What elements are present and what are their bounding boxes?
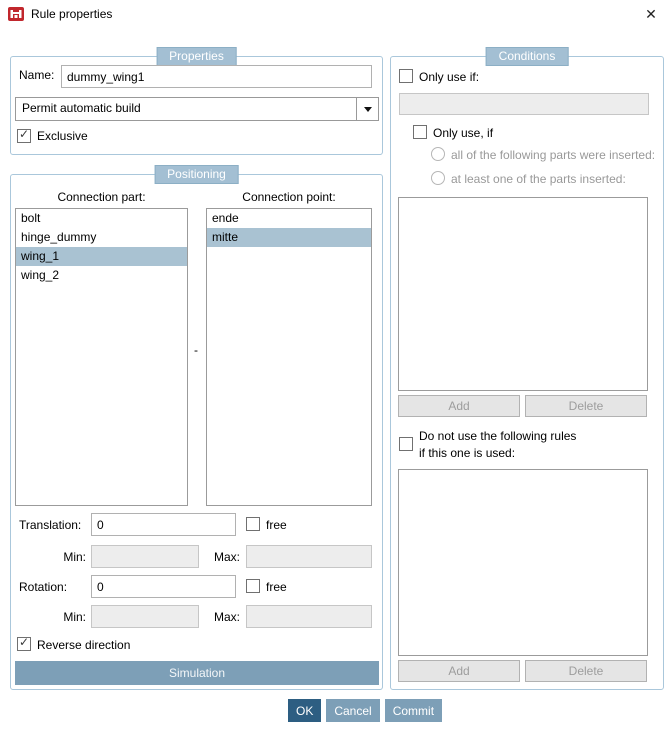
close-icon[interactable]: ✕ — [645, 5, 657, 22]
rotation-max-input — [246, 605, 372, 628]
translation-free-checkbox[interactable] — [246, 517, 260, 531]
translation-input[interactable] — [91, 513, 236, 536]
rotation-input[interactable] — [91, 575, 236, 598]
conditions-delete-button[interactable]: Delete — [525, 395, 647, 417]
any-part-radio — [431, 171, 445, 185]
conditions-add-button[interactable]: Add — [398, 395, 520, 417]
rotation-min-input — [91, 605, 199, 628]
only-use-if-checkbox[interactable] — [399, 69, 413, 83]
rotation-label: Rotation: — [19, 580, 68, 594]
do-not-use-checkbox[interactable] — [399, 437, 413, 451]
chevron-down-icon[interactable] — [356, 98, 378, 120]
any-part-radio-label: at least one of the parts inserted: — [451, 172, 626, 186]
exclusive-checkbox[interactable] — [17, 129, 31, 143]
connection-point-label: Connection point: — [242, 190, 336, 204]
connection-part-list[interactable] — [15, 208, 188, 506]
excluded-rules-delete-button[interactable]: Delete — [525, 660, 647, 682]
only-use-if2-checkbox[interactable] — [413, 125, 427, 139]
condition-parts-list[interactable] — [398, 197, 648, 391]
translation-min-input — [91, 545, 199, 568]
ok-button[interactable]: OK — [288, 699, 321, 722]
exclusive-label: Exclusive — [37, 129, 88, 143]
only-use-if-label: Only use if: — [419, 70, 480, 84]
rotation-max-label: Max: — [213, 610, 240, 624]
commit-button[interactable]: Commit — [385, 699, 442, 722]
properties-group — [10, 49, 383, 155]
do-not-use-label — [419, 428, 576, 462]
positioning-section-label: Positioning — [154, 165, 239, 184]
window-title: Rule properties — [31, 7, 113, 21]
list-item[interactable]: hinge_dummy — [21, 230, 97, 244]
conditions-group — [390, 49, 664, 690]
titlebar — [0, 0, 672, 28]
translation-max-label: Max: — [213, 550, 240, 564]
list-item[interactable]: ende — [212, 211, 239, 225]
cancel-button[interactable]: Cancel — [326, 699, 379, 722]
excluded-rules-add-button[interactable]: Add — [398, 660, 520, 682]
check-icon: ✓ — [19, 635, 30, 649]
reverse-direction-checkbox[interactable] — [17, 637, 31, 651]
rotation-free-label: free — [266, 580, 287, 594]
list-item[interactable]: wing_1 — [16, 247, 187, 266]
name-label: Name: — [19, 68, 55, 82]
simulation-button[interactable]: Simulation — [15, 661, 379, 685]
reverse-direction-label: Reverse direction — [37, 638, 131, 652]
translation-label: Translation: — [19, 518, 82, 532]
check-icon: ✓ — [19, 127, 30, 141]
rule-app-icon — [8, 6, 24, 22]
connection-point-list[interactable] — [206, 208, 372, 506]
properties-section-label: Properties — [156, 47, 237, 66]
positioning-group — [10, 167, 383, 690]
connection-part-label: Connection part: — [57, 190, 146, 204]
all-parts-radio — [431, 147, 445, 161]
rotation-free-checkbox[interactable] — [246, 579, 260, 593]
all-parts-radio-label: all of the following parts were inserted: — [451, 148, 656, 162]
build-mode-value: Permit automatic build — [22, 101, 141, 115]
do-not-use-label-line2: if this one is used: — [419, 446, 516, 460]
conditions-section-label: Conditions — [486, 47, 569, 66]
list-item[interactable]: wing_2 — [21, 268, 60, 282]
list-item[interactable]: mitte — [207, 228, 371, 247]
translation-min-label: Min: — [63, 550, 86, 564]
translation-max-input — [246, 545, 372, 568]
build-mode-combobox[interactable] — [15, 97, 379, 121]
rule-name-input[interactable] — [61, 65, 372, 88]
excluded-rules-list[interactable] — [398, 469, 648, 656]
only-use-if-input — [399, 93, 649, 115]
list-item[interactable]: bolt — [21, 211, 41, 225]
do-not-use-label-line1: Do not use the following rules — [419, 429, 577, 443]
translation-free-label: free — [266, 518, 287, 532]
only-use-if2-label: Only use, if — [433, 126, 494, 140]
dialog-footer — [288, 699, 442, 722]
list-separator: - — [194, 343, 198, 357]
rotation-min-label: Min: — [63, 610, 86, 624]
